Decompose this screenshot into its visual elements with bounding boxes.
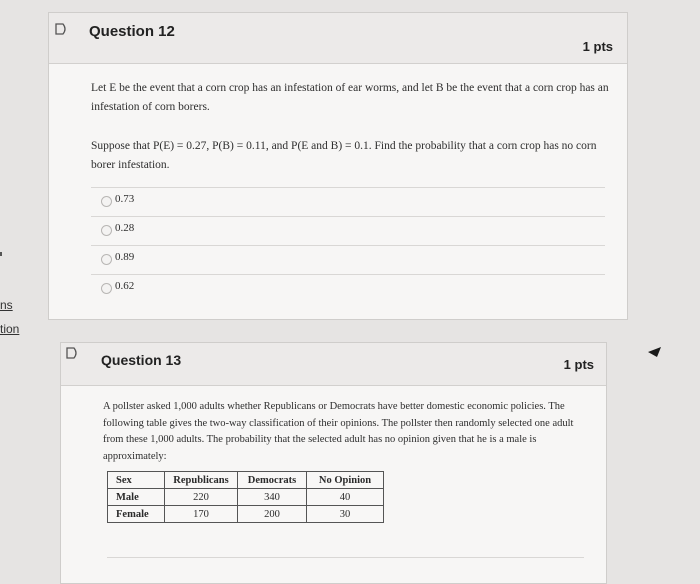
question-13-points: 1 pts: [563, 357, 594, 372]
question-12-text-1: Let E be the event that a corn crop has an infestation of ear worms, and let B be the event that a corn crop has an infestation of corn borers.: [91, 82, 609, 113]
table-header: No Opinion: [307, 472, 384, 489]
table-cell: 170: [165, 506, 238, 523]
radio-button[interactable]: [101, 196, 112, 207]
table-cell: 220: [165, 489, 238, 506]
table-cell: 340: [238, 489, 307, 506]
question-12-points: 1 pts: [582, 39, 613, 54]
question-13-title: Question 13: [101, 352, 182, 368]
table-cell: 40: [307, 489, 384, 506]
answer-option[interactable]: [91, 274, 605, 303]
answer-option-label: 0.89: [115, 251, 135, 263]
flag-icon[interactable]: [55, 23, 68, 35]
table-header: Republicans: [165, 472, 238, 489]
table-cell: 30: [307, 506, 384, 523]
opinion-table: [107, 471, 384, 523]
table-header: Democrats: [238, 472, 307, 489]
answer-option[interactable]: [91, 216, 605, 245]
mouse-cursor-icon: [648, 346, 662, 358]
question-13-header: [61, 343, 606, 386]
radio-button[interactable]: [101, 254, 112, 265]
answer-option-label: 0.73: [115, 193, 135, 205]
question-12-header: [49, 13, 627, 64]
table-cell: Female: [108, 506, 165, 523]
sidebar-marker: [0, 252, 2, 256]
answer-option-label: 0.28: [115, 222, 135, 234]
question-12-card: [48, 12, 628, 320]
question-12-text-2: Suppose that P(E) = 0.27, P(B) = 0.11, and P(E and B) = 0.1. Find the probability that a corn crop has no corn borer infestation.: [91, 140, 597, 171]
sidebar-item-ns[interactable]: ns: [0, 298, 13, 312]
answer-option[interactable]: [91, 245, 605, 274]
question-13-text: A pollster asked 1,000 adults whether Republicans or Democrats have better domestic economic policies. The following table gives the two-way classification of their opinions. The pollster then randomly selected one adult from these 1,000 adults. The probability that the selected adult has no opinion given that he is a male is approximately:: [103, 401, 574, 462]
table-row: [108, 489, 384, 506]
table-cell: Male: [108, 489, 165, 506]
table-header: Sex: [108, 472, 165, 489]
question-12-title: Question 12: [89, 23, 175, 40]
sidebar-item-tion[interactable]: tion: [0, 322, 20, 336]
table-cell: 200: [238, 506, 307, 523]
table-header-row: [108, 472, 384, 489]
question-13-card: [60, 342, 607, 584]
flag-icon[interactable]: [66, 347, 79, 359]
radio-button[interactable]: [101, 283, 112, 294]
answer-option-label: 0.62: [115, 280, 135, 292]
radio-button[interactable]: [101, 225, 112, 236]
answer-option[interactable]: [91, 187, 605, 216]
options-divider: [107, 557, 584, 558]
table-row: [108, 506, 384, 523]
